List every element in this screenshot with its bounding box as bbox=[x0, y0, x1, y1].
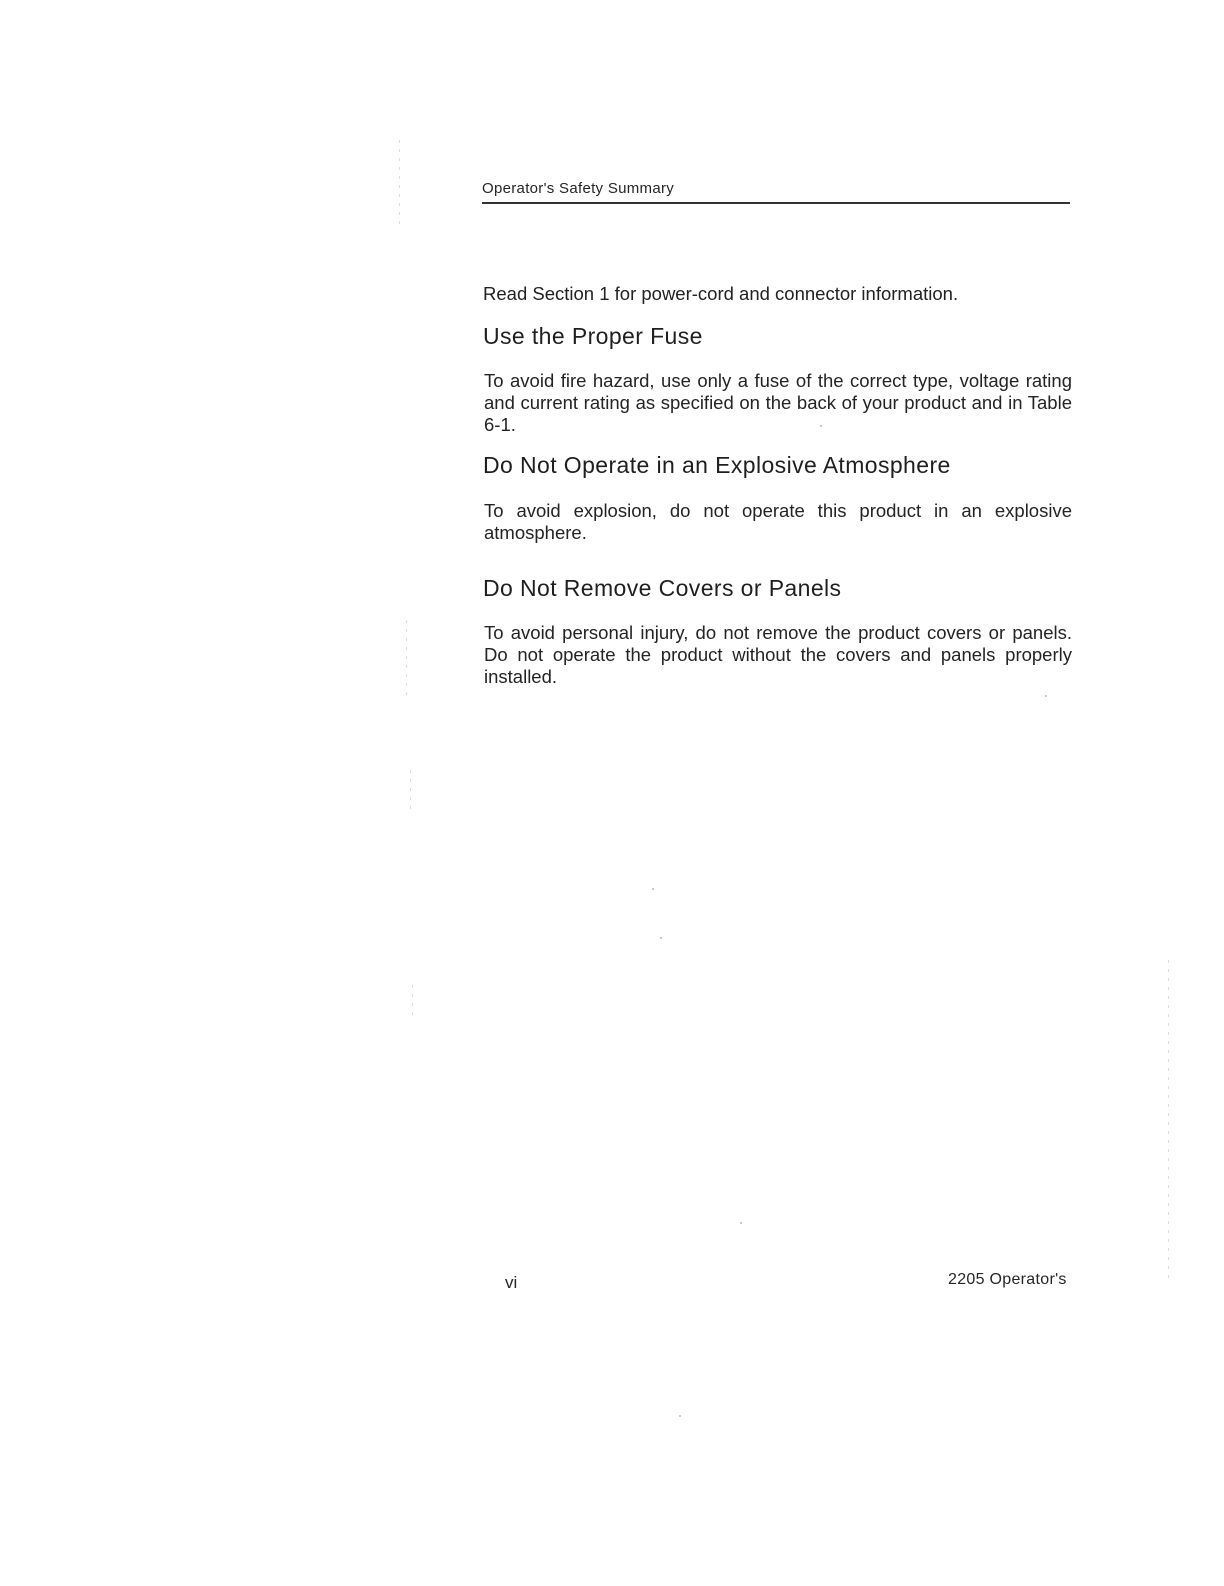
scan-artifact bbox=[679, 1415, 681, 1417]
scan-artifact bbox=[412, 985, 413, 1015]
scan-artifact bbox=[399, 140, 400, 230]
running-head bbox=[482, 180, 1070, 204]
scan-artifact bbox=[652, 888, 654, 890]
section-heading-explosive: Do Not Operate in an Explosive Atmosphere bbox=[483, 452, 951, 478]
section-heading-covers: Do Not Remove Covers or Panels bbox=[483, 575, 842, 601]
section-body-explosive: To avoid explosion, do not operate this product in an explosive atmosphere. bbox=[484, 500, 1072, 543]
scan-artifact bbox=[410, 770, 411, 810]
section-heading-fuse: Use the Proper Fuse bbox=[483, 323, 703, 349]
scan-artifact bbox=[1045, 695, 1047, 697]
manual-title: 2205 Operator's bbox=[948, 1271, 1067, 1288]
intro-paragraph: Read Section 1 for power-cord and connector information. bbox=[483, 283, 959, 304]
scan-artifact bbox=[660, 937, 662, 939]
running-head-text: Operator's Safety Summary bbox=[482, 180, 675, 197]
section-body-covers: To avoid personal injury, do not remove the product covers or panels. Do not operate the product without the covers and panels properly installed. bbox=[484, 622, 1072, 687]
scan-artifact bbox=[406, 620, 407, 700]
scan-artifact bbox=[820, 425, 822, 427]
scan-artifact bbox=[740, 1222, 742, 1224]
page-number: vi bbox=[505, 1273, 518, 1292]
scan-artifact bbox=[1168, 960, 1169, 1280]
section-body-fuse: To avoid fire hazard, use only a fuse of the correct type, voltage rating and current rating as specified on the back of your product and in Table 6-1. bbox=[484, 370, 1072, 435]
